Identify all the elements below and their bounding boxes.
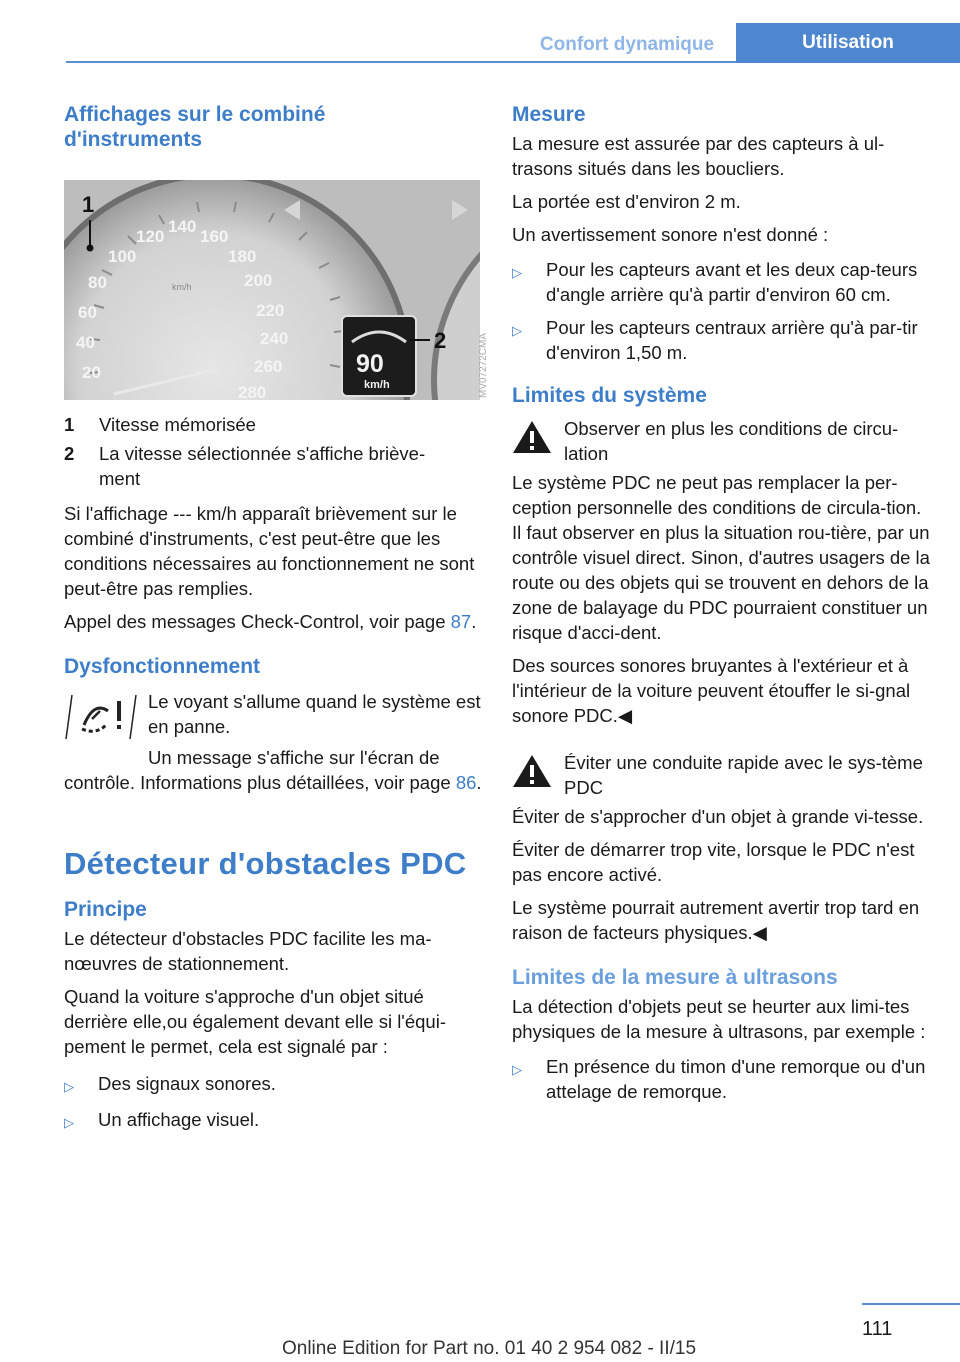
speed-label: 100 bbox=[108, 247, 137, 266]
speed-label: 140 bbox=[168, 217, 197, 236]
bullet-triangle-icon: ▷ bbox=[512, 323, 522, 338]
paragraph-text: . bbox=[471, 611, 477, 632]
footer-rule bbox=[862, 1303, 960, 1305]
callout-dot bbox=[87, 245, 94, 252]
list-item bbox=[512, 257, 930, 307]
legend-item bbox=[64, 412, 484, 437]
paragraph: Le voyant s'allume quand le système est en panne. bbox=[148, 691, 481, 737]
bullet-list bbox=[512, 1054, 930, 1104]
instrument-cluster-figure bbox=[64, 180, 480, 400]
pdc-heading: Détecteur d'obstacles PDC bbox=[64, 846, 467, 881]
speed-label: 20 bbox=[82, 363, 101, 382]
paragraph: La portée est d'environ 2 m. bbox=[512, 191, 741, 212]
list-item bbox=[512, 315, 930, 365]
warning-triangle-icon bbox=[512, 754, 552, 788]
warning-text: Observer en plus les conditions de circu-lation bbox=[564, 418, 899, 464]
pdc-warning-lamp-icon bbox=[64, 691, 138, 741]
warning-block bbox=[512, 750, 930, 800]
mesure-heading: Mesure bbox=[512, 103, 586, 126]
legend-number: 2 bbox=[64, 443, 75, 464]
display-unit: km/h bbox=[364, 379, 390, 391]
paragraph: Éviter de démarrer trop vite, lorsque le PDC n'est pas encore activé. bbox=[512, 839, 915, 885]
speed-label: 60 bbox=[78, 303, 97, 322]
principe-heading: Principe bbox=[64, 898, 147, 921]
bullet-triangle-icon: ▷ bbox=[64, 1115, 74, 1130]
page-link[interactable]: 87 bbox=[450, 611, 472, 632]
paragraph bbox=[64, 745, 484, 795]
list-item-text: Pour les capteurs centraux arrière qu'à par-tir d'environ 1,50 m. bbox=[546, 317, 918, 363]
paragraph: La mesure est assurée par des capteurs à ul-trasons situés dans les boucliers. bbox=[512, 133, 885, 179]
paragraph: Un avertissement sonore n'est donné : bbox=[512, 224, 829, 245]
warning-text: Éviter une conduite rapide avec le sys-tème PDC bbox=[564, 752, 923, 798]
indicator-block bbox=[64, 689, 484, 739]
bullet-list bbox=[64, 1071, 484, 1135]
page-number: 111 bbox=[862, 1318, 893, 1340]
warning-triangle-icon bbox=[512, 420, 552, 454]
list-item-text: En présence du timon d'une remorque ou d'un attelage de remorque. bbox=[546, 1056, 926, 1102]
page-header bbox=[0, 23, 960, 63]
list-item bbox=[64, 1071, 484, 1099]
speed-label: 80 bbox=[88, 273, 107, 292]
paragraph bbox=[64, 609, 484, 634]
figure-code: MV07272CMA bbox=[478, 332, 489, 398]
speed-label: 200 bbox=[244, 271, 273, 290]
bullet-triangle-icon: ▷ bbox=[512, 1062, 522, 1077]
ultrasons-heading: Limites de la mesure à ultrasons bbox=[512, 966, 838, 989]
page-link[interactable]: 86 bbox=[455, 772, 477, 793]
paragraph: Des sources sonores bruyantes à l'extérieur et à l'intérieur de la voiture peuvent étouffer le si-gnal sonore PDC.◀ bbox=[512, 655, 911, 726]
figure-legend bbox=[64, 412, 484, 491]
right-column bbox=[512, 102, 930, 1112]
list-item-text: Pour les capteurs avant et les deux cap-teurs d'angle arrière qu'à partir d'environ 60 cm. bbox=[546, 259, 918, 305]
paragraph: La détection d'objets peut se heurter aux limi-tes physiques de la mesure à ultrasons, par exemple : bbox=[512, 996, 926, 1042]
dysfonctionnement-heading: Dysfonctionnement bbox=[64, 655, 261, 678]
paragraph-text: . bbox=[476, 772, 482, 793]
limites-heading: Limites du système bbox=[512, 384, 707, 407]
speed-label: 180 bbox=[228, 247, 257, 266]
speed-label: 160 bbox=[200, 227, 229, 246]
paragraph-text: Appel des messages Check-Control, voir page bbox=[64, 611, 451, 632]
paragraph: Le détecteur d'obstacles PDC facilite les ma-nœuvres de stationnement. bbox=[64, 928, 432, 974]
speed-label: 260 bbox=[254, 357, 283, 376]
list-item-text: Un affichage visuel. bbox=[98, 1109, 260, 1130]
legend-number: 1 bbox=[64, 414, 75, 435]
paragraph: Si l'affichage --- km/h apparaît brièvement sur le combiné d'instruments, c'est peut-être que les conditions nécessaires au fonctionnement ne sont peut-être pas remplies. bbox=[64, 503, 475, 599]
list-item bbox=[64, 1107, 484, 1135]
header-chapter-tab[interactable]: Utilisation bbox=[736, 23, 960, 63]
callout-1: 1 bbox=[82, 192, 95, 217]
affichages-heading: Affichages sur le combiné d'instruments bbox=[64, 103, 326, 151]
list-item-text: Des signaux sonores. bbox=[98, 1073, 276, 1094]
speed-label: 120 bbox=[136, 227, 165, 246]
left-column bbox=[64, 102, 489, 1143]
legend-item bbox=[64, 441, 449, 491]
dial-unit-label: km/h bbox=[172, 282, 192, 292]
list-item bbox=[512, 1054, 930, 1104]
bullet-triangle-icon: ▷ bbox=[64, 1079, 74, 1094]
display-speed-value: 90 bbox=[356, 350, 384, 378]
paragraph: Quand la voiture s'approche d'un objet situé derrière elle,ou également devant elle si l'équi-pement le permet, cela est signalé par : bbox=[64, 986, 446, 1057]
speed-label: 40 bbox=[76, 333, 95, 352]
speedometer-illustration bbox=[64, 180, 480, 400]
paragraph: Le système pourrait autrement avertir trop tard en raison de facteurs physiques.◀ bbox=[512, 897, 920, 943]
paragraph-text: Un message s'affiche sur l'écran de contrôle. Informations plus détaillées, voir page bbox=[64, 747, 456, 793]
bullet-triangle-icon: ▷ bbox=[512, 265, 522, 280]
legend-text: Vitesse mémorisée bbox=[99, 414, 256, 435]
callout-2: 2 bbox=[434, 328, 447, 353]
warning-block bbox=[512, 416, 930, 466]
paragraph: Éviter de s'approcher d'un objet à grande vi-tesse. bbox=[512, 806, 924, 827]
bullet-list bbox=[512, 257, 930, 365]
header-section-link[interactable]: Confort dynamique bbox=[539, 34, 715, 55]
legend-text: La vitesse sélectionnée s'affiche briève-ment bbox=[99, 443, 426, 489]
speed-label: 220 bbox=[256, 301, 285, 320]
paragraph: Le système PDC ne peut pas remplacer la per-ception personnelle des conditions de circula-tion. Il faut observer en plus la situation rou-tière, par un contrôle visuel direct. Sinon, d'autres usagers de la route ou des objets qui se trouvent en dehors de la zone de balayage du PDC pourraient constituer un risque d'acci-dent. bbox=[512, 472, 930, 643]
footer-edition: Online Edition for Part no. 01 40 2 954 082 - II/15 bbox=[281, 1338, 697, 1359]
speed-label: 280 bbox=[238, 383, 267, 400]
speed-label: 240 bbox=[260, 329, 289, 348]
